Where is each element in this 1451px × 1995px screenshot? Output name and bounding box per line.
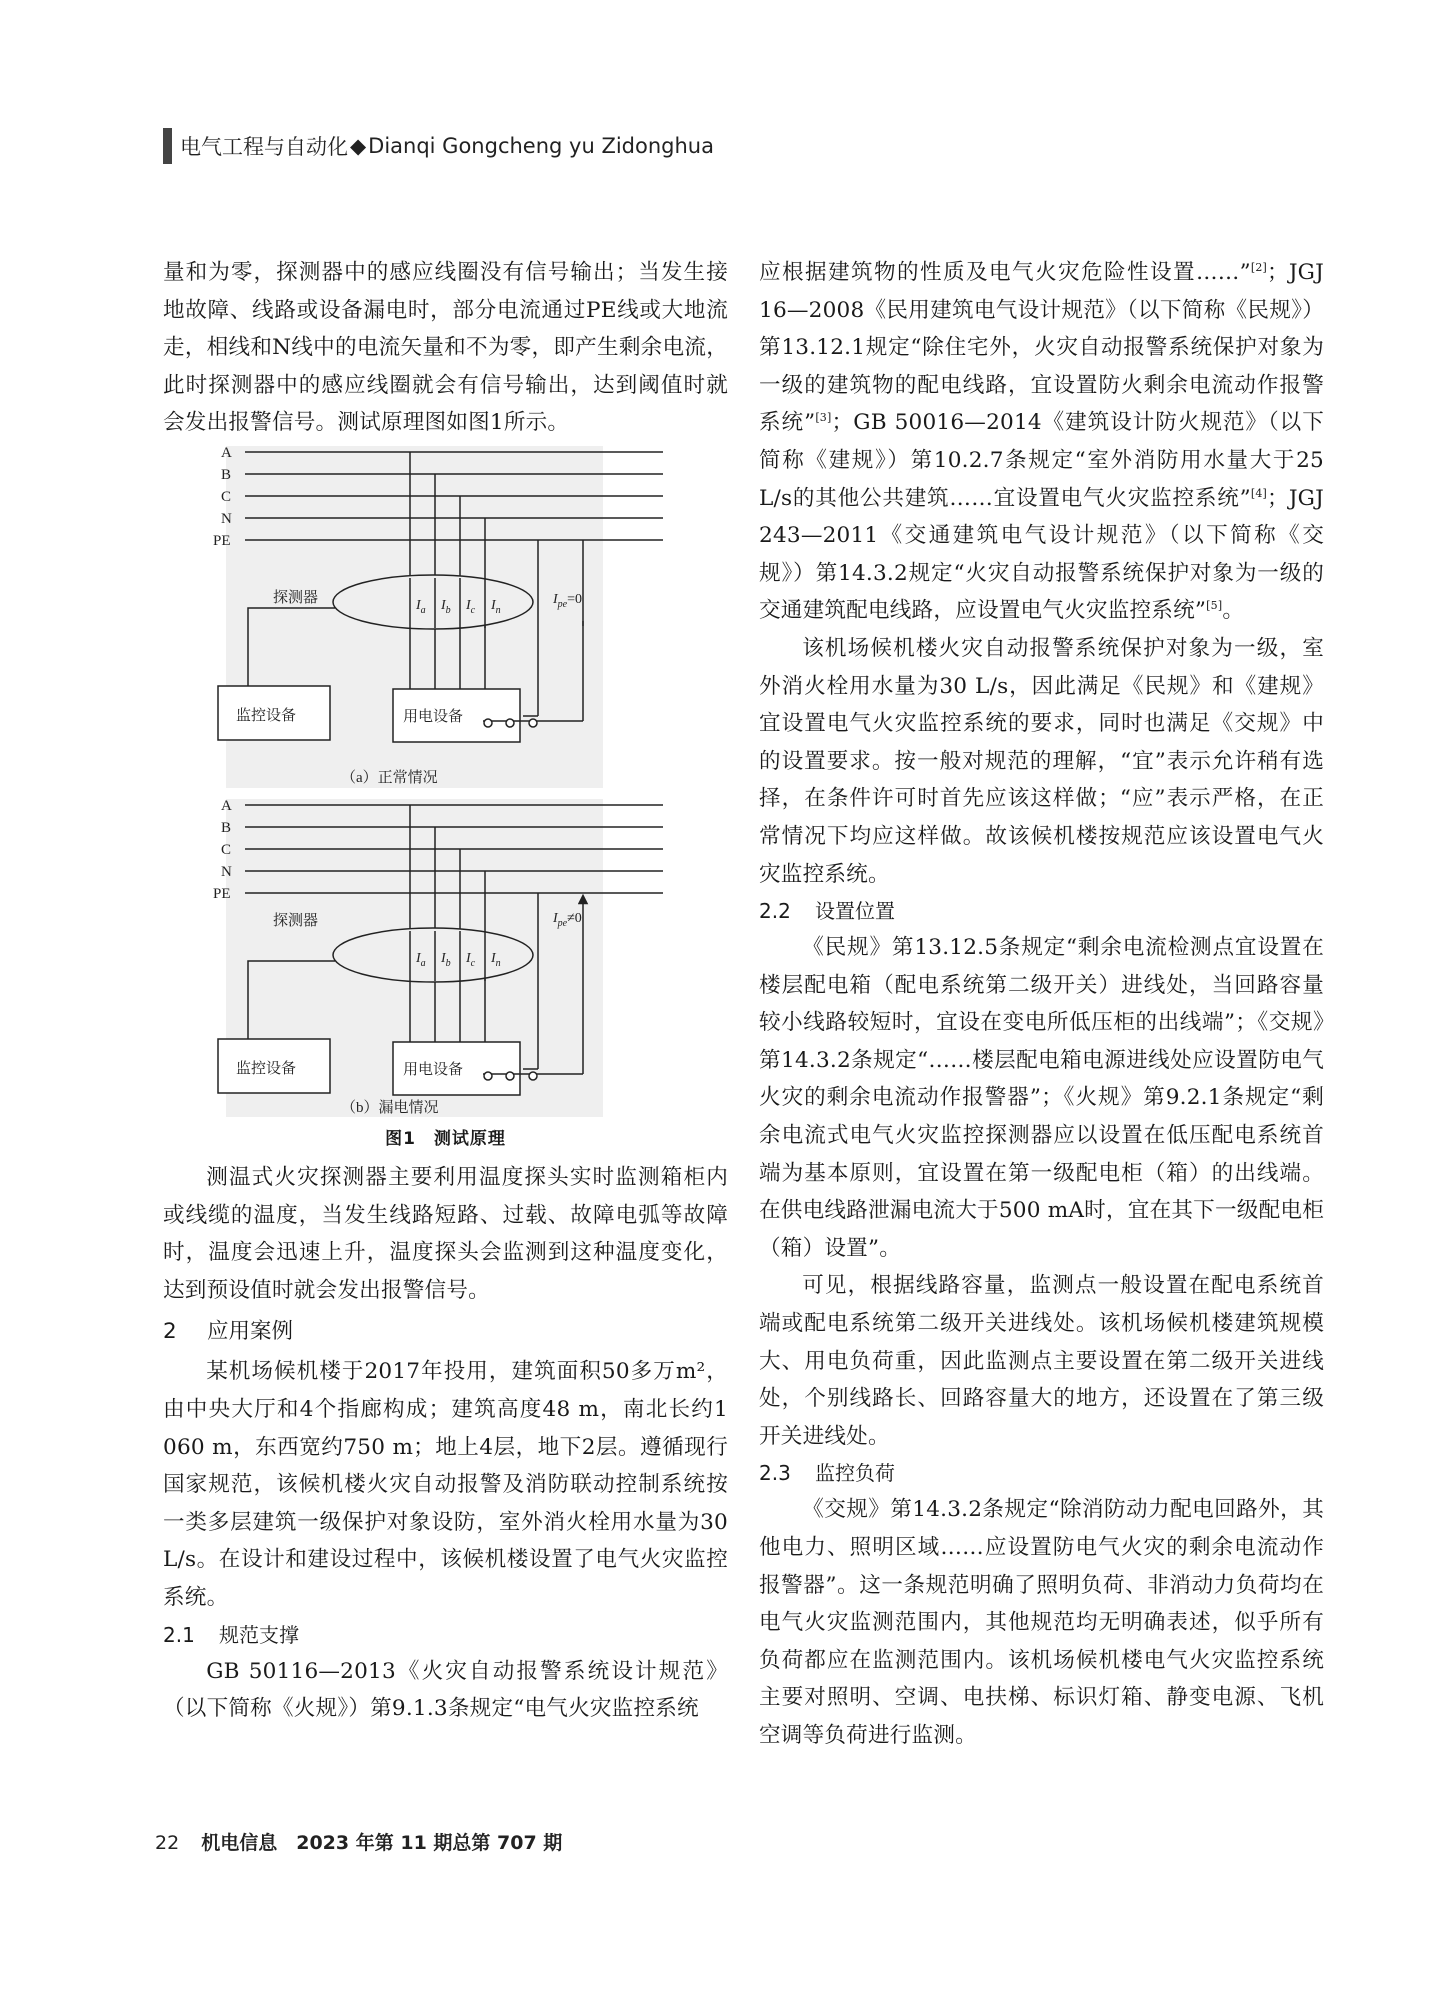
subsection-number: 2.1 (163, 1622, 195, 1647)
paragraph: GB 50116—2013《火灾自动报警系统设计规范》（以下简称《火规》）第9.1.3条规定“电气火灾监控系统 (163, 1658, 728, 1722)
subsection-heading (759, 893, 1324, 929)
subsection-title: 监控负荷 (815, 1461, 895, 1486)
panel-a-caption: （a）正常情况 (341, 769, 438, 786)
pe-current-a: $I_{pe}=0$ (553, 591, 583, 610)
panel-b-caption: （b）漏电情况 (341, 1099, 439, 1116)
header-title-zh: 电气工程与自动化 (180, 135, 348, 159)
subsection-title: 规范支撑 (219, 1622, 299, 1647)
detector-coil-b (333, 928, 533, 982)
line-label-b: B (221, 466, 232, 483)
detector-coil-a (333, 575, 533, 629)
current-ib-a: $I_b$ (441, 597, 451, 616)
pe-current-b: $I_{pe}\ne 0$ (553, 910, 582, 929)
section-title: 应用案例 (207, 1319, 294, 1345)
paragraph: 《交规》第14.3.2条规定“除消防动力配电回路外，其他电力、照明区域……应设置防电气火灾的剩余电流动作报警器”。这一条规范明确了照明负荷、非消动力负荷均在电气火灾监测范围内，其他规范均无明确表述，似乎所有负荷都应在监测范围内。该机场候机楼电气火灾监控系统主要对照明、空调、电扶梯、标识灯箱、静变电源、飞机空调等负荷进行监测。 (759, 1497, 1324, 1748)
current-ic-a: $I_c$ (466, 597, 476, 616)
subsection-heading (163, 1617, 728, 1653)
paragraph: 测温式火灾探测器主要利用温度探头实时监测箱柜内或线缆的温度，当发生线路短路、过载、故障电弧等故障时，温度会迅速上升，温度探头会监测到这种温度变化，达到预设值时就会发出报警信号。 (163, 1164, 728, 1303)
figure-1 (163, 446, 728, 1149)
header-title-en: Dianqi Gongcheng yu Zidonghua (368, 134, 714, 158)
header-bar (163, 128, 172, 164)
journal-issue: 机电信息 2023 年第 11 期总第 707 期 (201, 1832, 563, 1854)
line-label-b: B (221, 819, 232, 836)
citation: [2] (1250, 260, 1268, 274)
device-label-b: 用电设备 (403, 1061, 464, 1078)
paragraph: 某机场候机楼于2017年投用，建筑面积50多万m²，由中央大厅和4个指廊构成；建筑高度48 m，南北长约1 060 m，东西宽约750 m；地上4层，地下2层。遵循现行国家规范，该候机楼火灾自动报警及消防联动控制系统按一类多层建筑一级保护对象设防，室外消火栓用水量为30 L/s。在设计和建设过程中，该候机楼设置了电气火灾监控系统。 (163, 1359, 728, 1610)
paragraph: 量和为零，探测器中的感应线圈没有信号输出；当发生接地故障、线路或设备漏电时，部分电流通过PE线或大地流走，相线和N线中的电流矢量和不为零，即产生剩余电流，此时探测器中的感应线圈就会有信号输出，达到阈值时就会发出报警信号。测试原理图如图1所示。 (163, 260, 728, 436)
device-label-a: 用电设备 (403, 708, 464, 725)
current-ib-b: $I_b$ (441, 950, 451, 969)
current-ia-b: $I_a$ (416, 950, 426, 969)
subsection-number: 2.3 (759, 1461, 791, 1486)
page-footer (155, 1828, 562, 1855)
section-heading (163, 1315, 728, 1349)
line-label-pe: PE (213, 532, 231, 549)
line-label-n: N (221, 863, 232, 880)
line-label-n: N (221, 510, 232, 527)
line-label-pe: PE (213, 885, 231, 902)
section-number: 2 (163, 1319, 177, 1345)
current-ia-a: $I_a$ (416, 597, 426, 616)
line-label-c: C (221, 841, 232, 858)
header-separator: ◆ (350, 134, 367, 158)
left-column (163, 254, 728, 1728)
paragraph: 应根据建筑物的性质及电气火灾危险性设置……”[2]；JGJ 16—2008《民用建筑电气设计规范》（以下简称《民规》）第13.12.1规定“除住宅外，火灾自动报警系统保护对象为一级的建筑物的配电线路，宜设置防火剩余电流动作报警系统”[3]；GB 50016—2014《建筑设计防火规范》（以下简称《建规》）第10.2.7条规定“室外消防用水量大于25 L/s的其他公共建筑……宜设置电气火灾监控系统”[4]；JGJ 243—2011《交通建筑电气设计规范》（以下简称《交规》）第14.3.2规定“火灾自动报警系统保护对象为一级的交通建筑配电线路，应设置电气火灾监控系统”[5]。 (759, 260, 1324, 624)
figure-caption: 图1 测试原理 (385, 1128, 506, 1149)
circuit-diagram (163, 446, 728, 1118)
subsection-heading (759, 1455, 1324, 1491)
line-label-c: C (221, 488, 232, 505)
paragraph: 该机场候机楼火灾自动报警系统保护对象为一级，室外消火栓用水量为30 L/s，因此满足《民规》和《建规》宜设置电气火灾监控系统的要求，同时也满足《交规》中的设置要求。按一般对规范的理解，“宜”表示允许稍有选择，在条件许可时首先应该这样做；“应”表示严格，在正常情况下均应这样做。故该候机楼按规范应该设置电气火灾监控系统。 (759, 635, 1324, 887)
subsection-number: 2.2 (759, 899, 791, 924)
detector-label-b: 探测器 (273, 912, 319, 929)
running-header (163, 125, 714, 167)
monitor-label-b: 监控设备 (236, 1060, 297, 1077)
line-label-a: A (221, 797, 232, 814)
paragraph: 可见，根据线路容量，监测点一般设置在配电系统首端或配电系统第二级开关进线处。该机场候机楼建筑规模大、用电负荷重，因此监测点主要设置在第二级开关进线处，个别线路长、回路容量大的地方，还设置在了第三级开关进线处。 (759, 1273, 1324, 1449)
citation: [3] (815, 411, 832, 425)
line-label-a: A (221, 445, 232, 461)
paragraph: 《民规》第13.12.5条规定“剩余电流检测点宜设置在楼层配电箱（配电系统第二级开关）进线处，当回路容量较小线路较短时，宜设在变电所低压柜的出线端”；《交规》第14.3.2条规定“……楼层配电箱电源进线处应设置防电气火灾的剩余电流动作报警器”；《火规》第9.2.1条规定“剩余电流式电气火灾监控探测器应以设置在低压配电系统首端为基本原则，宜设置在第一级配电柜（箱）的出线端。在供电线路泄漏电流大于500 mA时，宜在其下一级配电柜（箱）设置”。 (759, 935, 1324, 1261)
page-number: 22 (155, 1832, 180, 1854)
subsection-title: 设置位置 (815, 899, 895, 924)
monitor-label-a: 监控设备 (236, 707, 297, 724)
citation: [4] (1250, 486, 1268, 500)
citation: [5] (1206, 599, 1223, 613)
current-ic-b: $I_c$ (466, 950, 476, 969)
detector-label-a: 探测器 (273, 589, 319, 606)
current-in-a: $I_n$ (491, 597, 501, 616)
right-column (759, 254, 1324, 1755)
current-in-b: $I_n$ (491, 950, 501, 969)
